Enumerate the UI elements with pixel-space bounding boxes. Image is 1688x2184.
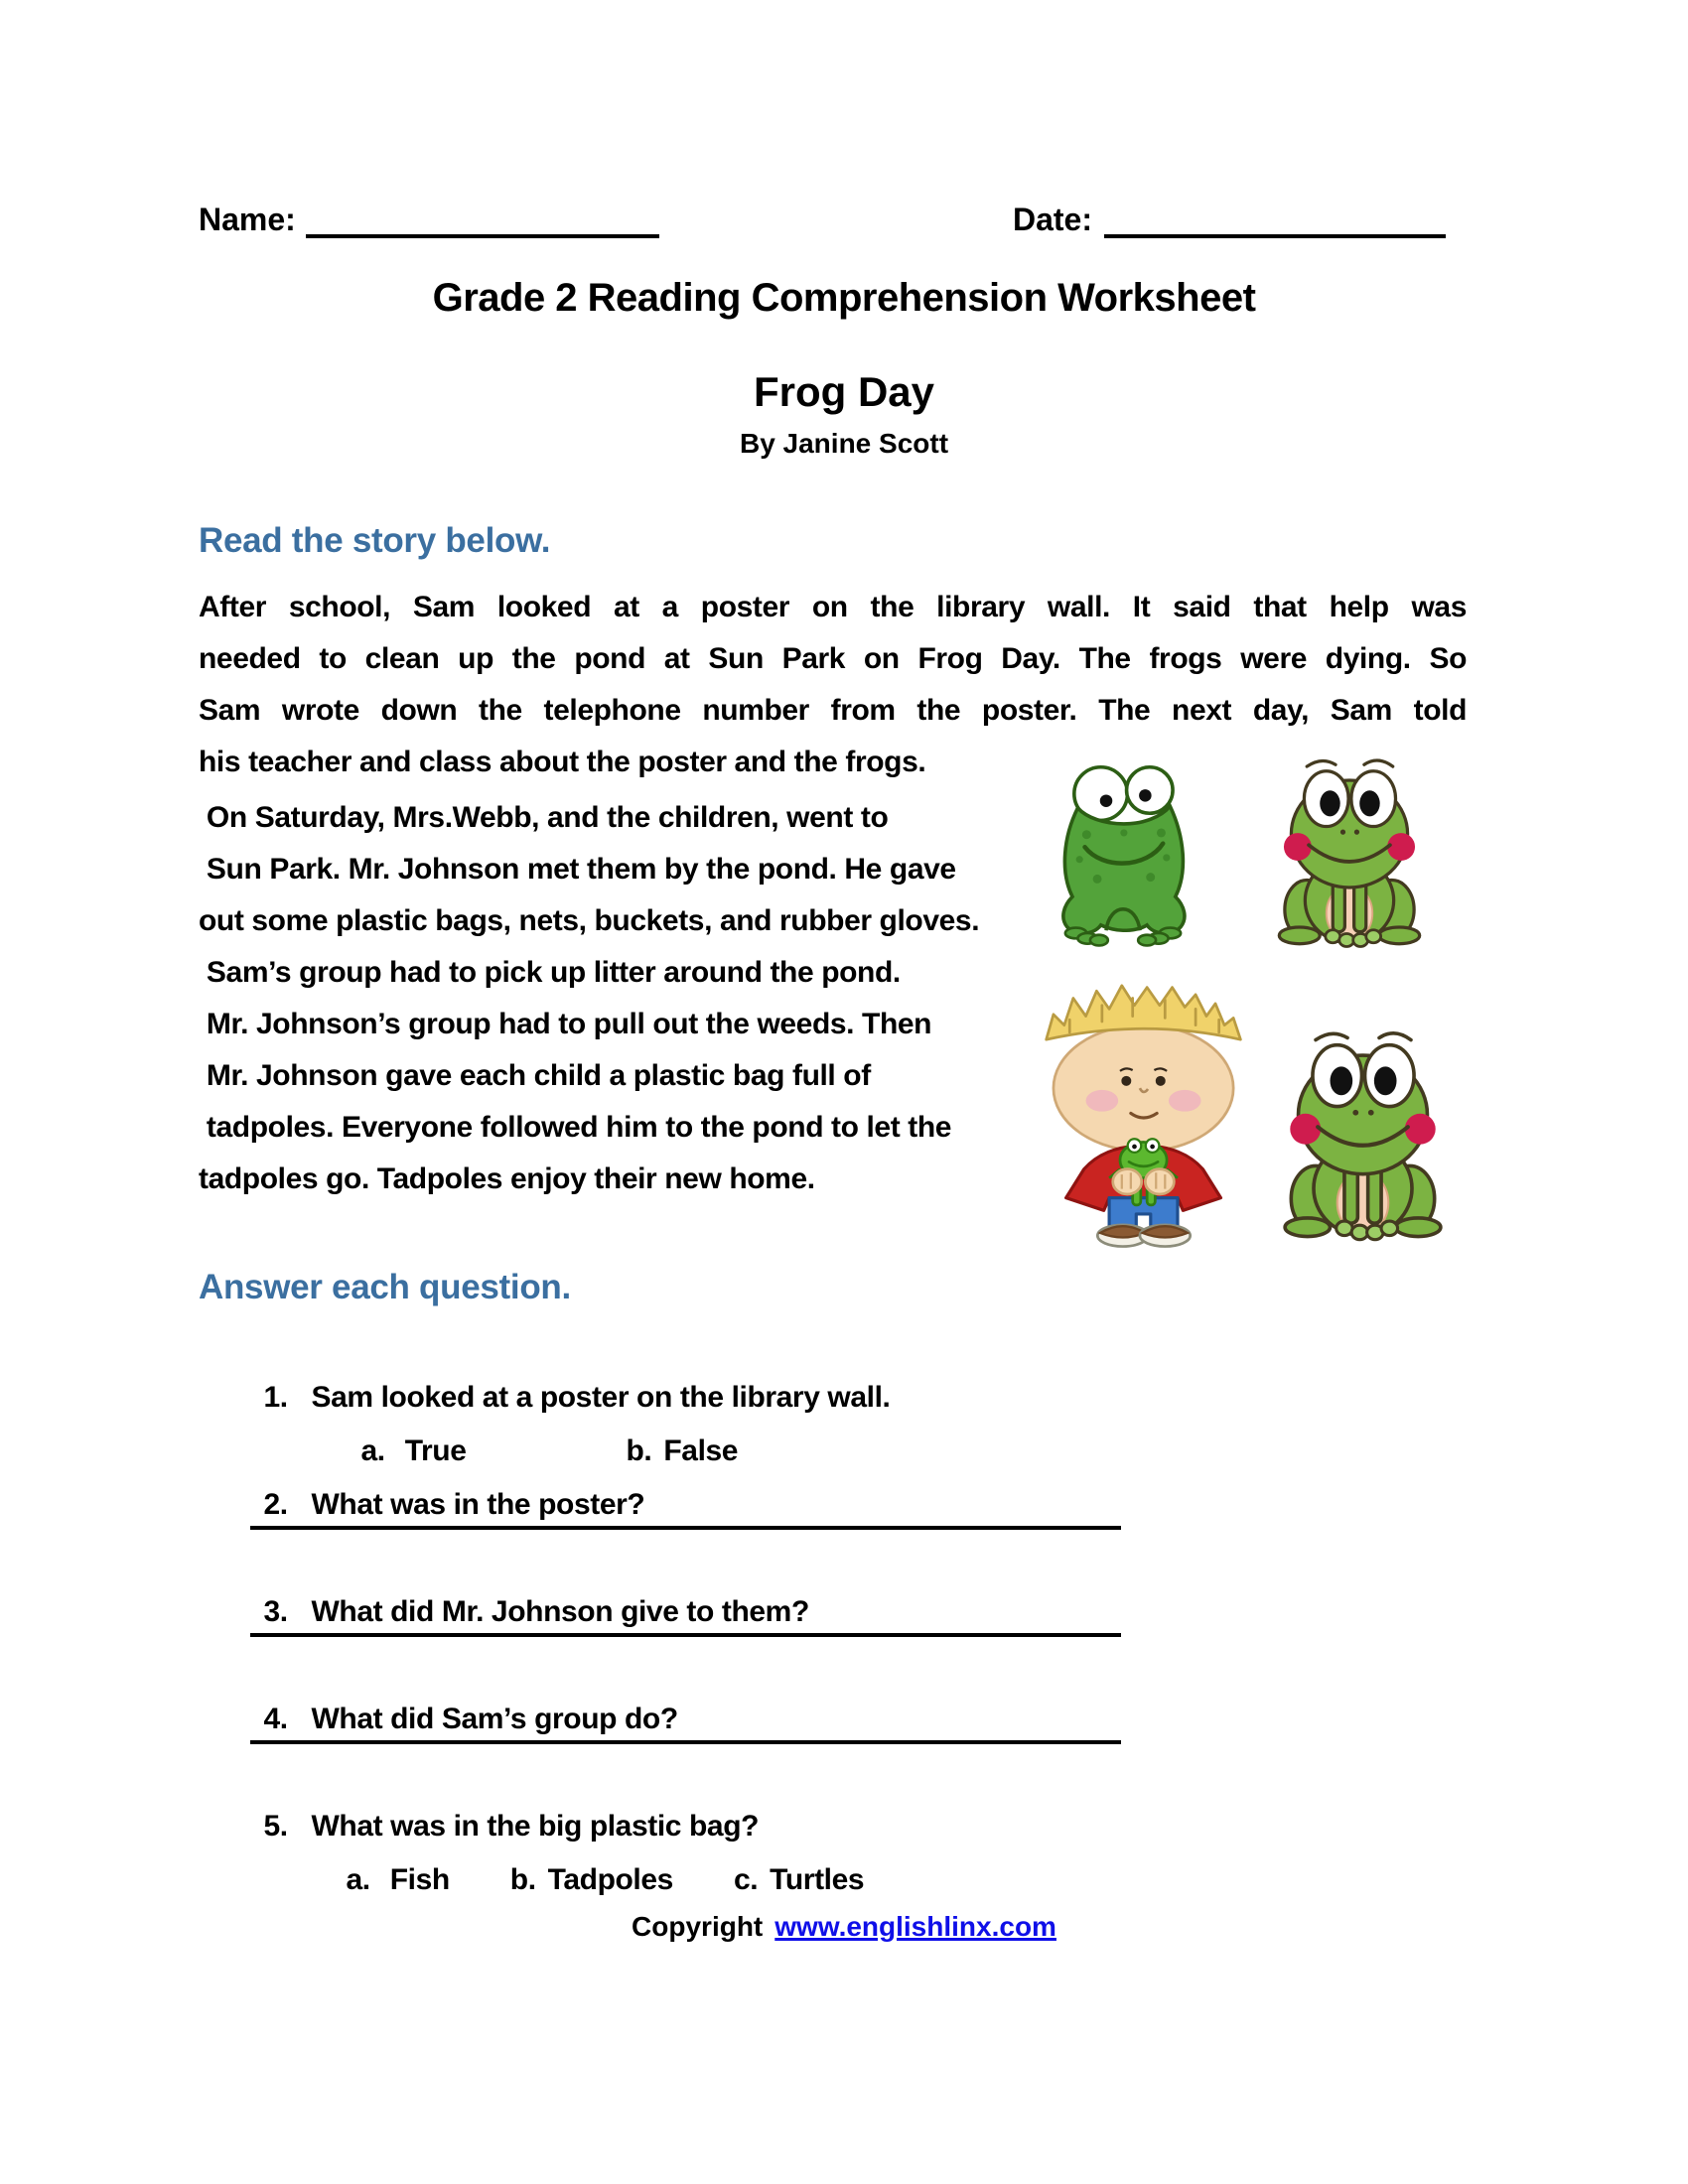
copyright-footer	[0, 1909, 1688, 1945]
question-text: What did Sam’s group do?	[311, 1703, 678, 1735]
option-text: Fish	[389, 1863, 450, 1896]
frog-red-cheeks-illustration	[1281, 1012, 1445, 1262]
date-field	[1013, 201, 1446, 238]
question-number: 4.	[263, 1703, 288, 1735]
story-title: Frog Day	[753, 368, 935, 415]
story-line: Sam’s group had to pick up litter around the pond.	[199, 956, 901, 989]
question-text: What did Mr. Johnson give to them?	[311, 1595, 809, 1628]
green-frog-illustration	[1048, 754, 1198, 960]
story-wrapped-text	[199, 788, 986, 1262]
name-date-row	[199, 0, 1467, 238]
read-story-heading: Read the story below.	[199, 521, 551, 560]
illustration-column	[1032, 754, 1467, 1262]
story-line: Mr. Johnson’s group had to pull out the weeds. Then	[199, 1008, 932, 1040]
answer-blank-line	[250, 1740, 1121, 1744]
question-number: 5.	[263, 1810, 288, 1843]
frog-red-cheeks-illustration	[1274, 754, 1425, 960]
story-line: After school, Sam looked at a poster on the library wall. It said that help was	[199, 591, 1467, 623]
story-line: tadpoles go. Tadpoles enjoy their new home.	[199, 1162, 815, 1195]
option-label: a.	[346, 1863, 370, 1896]
copyright-label: Copyright	[632, 1911, 764, 1942]
option-text: Turtles	[770, 1863, 865, 1896]
option-label: b.	[509, 1863, 536, 1896]
name-field	[199, 201, 659, 238]
story-line: On Saturday, Mrs.Webb, and the children, went to	[199, 801, 889, 834]
story-line: Mr. Johnson gave each child a plastic bag full of	[199, 1059, 871, 1092]
answer-questions-heading: Answer each question.	[199, 1268, 571, 1306]
option-label: b.	[626, 1434, 652, 1467]
answer-blank-line	[250, 1526, 1121, 1530]
date-blank-line	[1104, 201, 1446, 238]
answer-blank-line	[250, 1633, 1121, 1637]
date-label: Date:	[1012, 202, 1092, 237]
name-label: Name:	[199, 202, 296, 237]
boy-holding-frog-illustration	[1034, 964, 1254, 1262]
copyright-link[interactable]: www.englishlinx.com	[774, 1911, 1056, 1942]
question-text: What was in the big plastic bag?	[311, 1810, 760, 1843]
question-3	[199, 1532, 1467, 1628]
question-1	[199, 1317, 1467, 1414]
option-label: a.	[360, 1434, 385, 1467]
story-line: Sun Park. Mr. Johnson met them by the pond. He gave	[199, 853, 956, 886]
option-text: False	[663, 1434, 739, 1467]
story-line: out some plastic bags, nets, buckets, and rubber gloves.	[199, 904, 980, 937]
question-text: What was in the poster?	[311, 1488, 645, 1521]
option-text: Tadpoles	[547, 1863, 673, 1896]
question-4	[199, 1639, 1467, 1735]
option-label: c.	[733, 1863, 759, 1896]
story-line: his teacher and class about the poster and the frogs.	[199, 746, 926, 778]
name-blank-line	[306, 201, 659, 238]
byline: By Janine Scott	[739, 428, 949, 459]
page-title: Grade 2 Reading Comprehension Worksheet	[432, 276, 1256, 320]
question-2-answer	[199, 1478, 1467, 1532]
question-number: 3.	[263, 1595, 288, 1628]
option-text: True	[404, 1434, 467, 1467]
question-number: 1.	[263, 1381, 288, 1414]
questions-section	[199, 1317, 1467, 1896]
question-5	[199, 1746, 1467, 1843]
story-line: tadpoles. Everyone followed him to the pond to let the	[199, 1111, 952, 1144]
story-wrapped-section	[199, 788, 1467, 1262]
story-line: needed to clean up the pond at Sun Park on Frog Day. The frogs were dying. So	[199, 642, 1467, 675]
story-line: Sam wrote down the telephone number from the poster. The next day, Sam told	[199, 694, 1467, 727]
illustration-row-bottom	[1032, 964, 1467, 1262]
question-3-answer	[199, 1585, 1467, 1639]
question-number: 2.	[263, 1488, 288, 1521]
question-text: Sam looked at a poster on the library wall.	[311, 1381, 891, 1414]
illustration-row-top	[1032, 754, 1467, 960]
question-4-answer	[199, 1693, 1467, 1746]
